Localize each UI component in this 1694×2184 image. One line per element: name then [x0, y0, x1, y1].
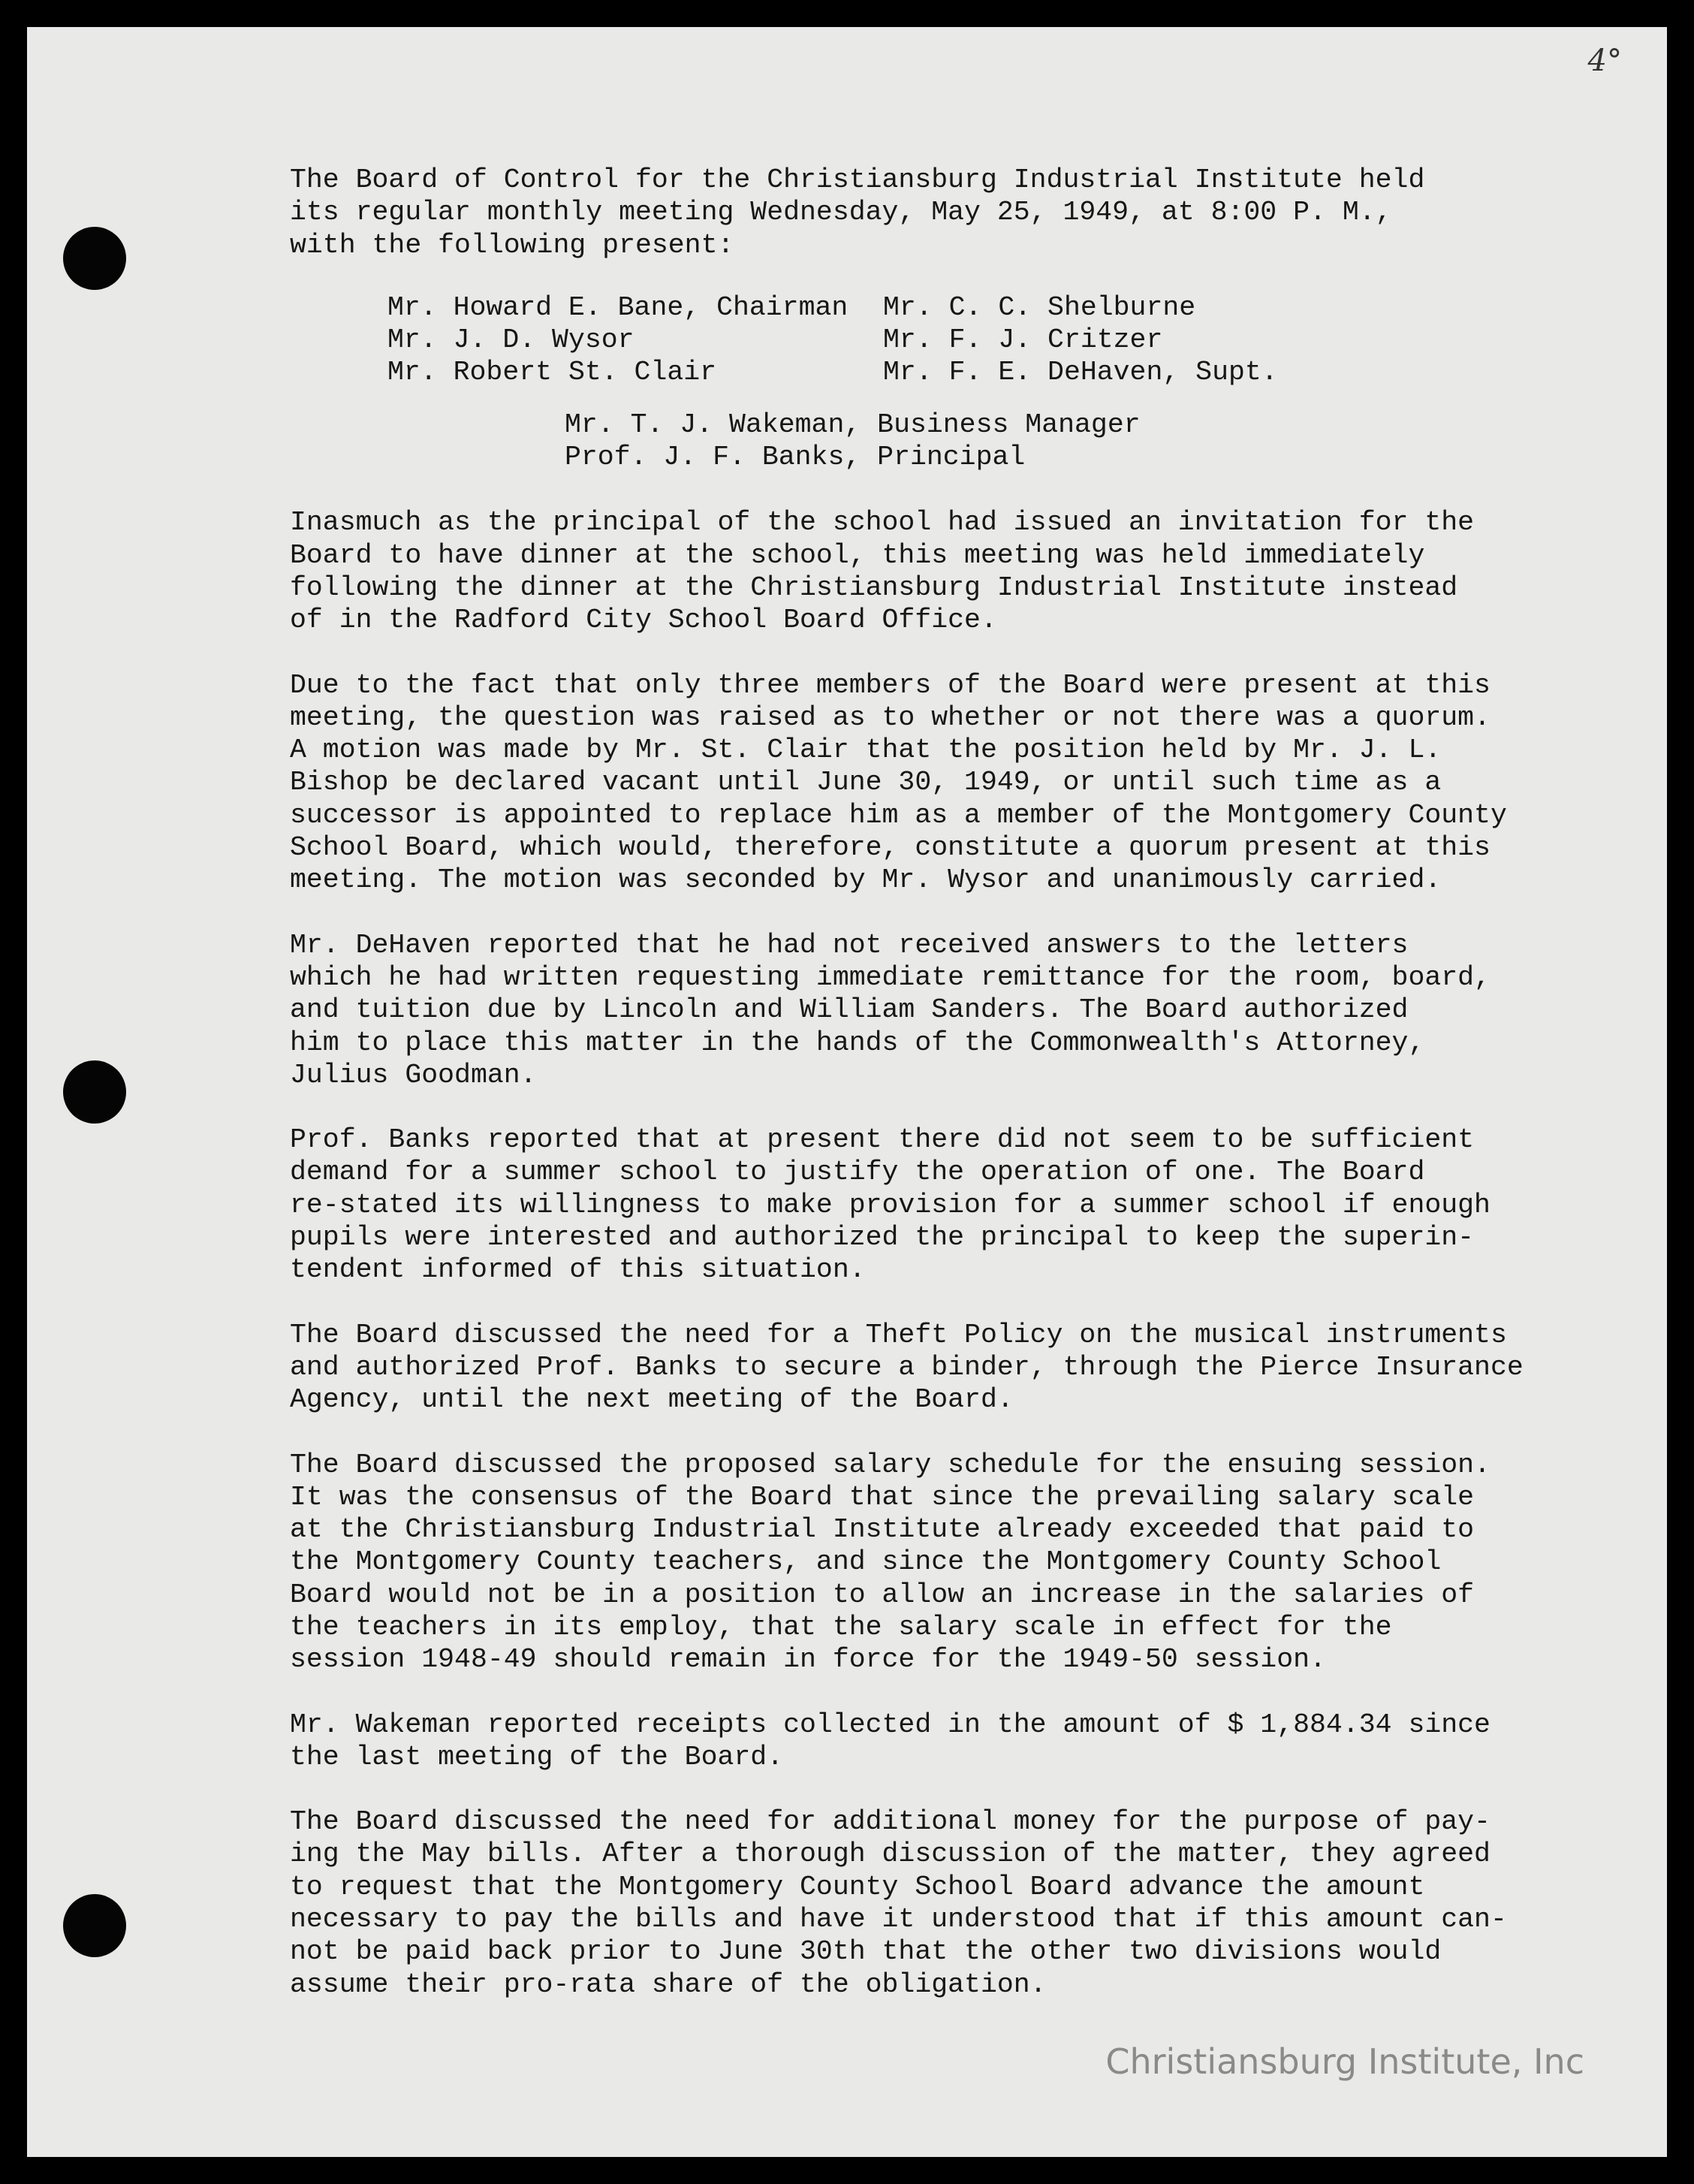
document-page — [27, 27, 1667, 2157]
punch-hole-bottom — [63, 1894, 126, 1957]
staff-member: Prof. J. F. Banks, Principal — [565, 442, 1026, 473]
paragraph-receipts: Mr. Wakeman reported receipts collected in the amount of $ 1,884.34 since the last meeting of the Board. — [290, 1709, 1491, 1772]
page-number: 4° — [1587, 44, 1622, 78]
paragraph-theft-policy: The Board discussed the need for a Theft Policy on the musical instruments and authorized Prof. Banks to secure a binder, through the Pierce Insurance Agency, until the next meeting of the Board. — [290, 1319, 1524, 1416]
attendee: Mr. F. E. DeHaven, Supt. — [883, 357, 1278, 388]
intro-paragraph: The Board of Control for the Christiansburg Industrial Institute held its regular monthly meeting Wednesday, May 25, 1949, at 8:00 P. M., with the following present: — [290, 164, 1425, 261]
paragraph-salary-schedule: The Board discussed the proposed salary schedule for the ensuing session. It was the consensus of the Board that since the prevailing salary scale at the Christiansburg Industrial Institute already exceeded that paid to the Montgomery County teachers, and since the Montgomery County School Board would not be in a position to allow an increase in the salaries of the teachers in its employ, that the salary scale in effect for the session 1948-49 should remain in force for the 1949-50 session. — [290, 1449, 1491, 1676]
punch-hole-middle — [63, 1060, 126, 1124]
staff-list — [565, 409, 1536, 474]
punch-hole-top — [63, 227, 126, 290]
attendee: Mr. C. C. Shelburne — [883, 291, 1196, 323]
attendee: Mr. Howard E. Bane, Chairman — [387, 291, 849, 323]
attendee: Mr. F. J. Critzer — [883, 324, 1163, 356]
paragraph-summer-school: Prof. Banks reported that at present there did not seem to be sufficient demand for a summer school to justify the operation of one. The Board re-stated its willingness to make provision for a summer school if enough pupils were interested and authorized the principal to keep the superin- tendent informed of this situation. — [290, 1124, 1491, 1286]
paragraph-may-bills: The Board discussed the need for additional money for the purpose of pay- ing the May bills. After a thorough discussion of the matter, they agreed to request that the Montgomery County School Board advance the amount necessary to pay the bills and have it understood that if this amount can- not be paid back prior to June 30th that the other two divisions would assume their pro-rata share of the obligation. — [290, 1806, 1507, 2000]
paragraph-quorum-motion: Due to the fact that only three members of the Board were present at this meeting, the question was raised as to whether or not there was a quorum. A motion was made by Mr. St. Clair that the position held by Mr. J. L. Bishop be declared vacant until June 30, 1949, or until such time as a successor is appointed to replace him as a member of the Montgomery County School Board, which would, therefore, constitute a quorum present at this meeting. The motion was seconded by Mr. Wysor and unanimously carried. — [290, 669, 1507, 896]
meeting-minutes — [290, 164, 1536, 2033]
watermark: Christiansburg Institute, Inc — [1105, 2041, 1584, 2082]
attendee: Mr. J. D. Wysor — [387, 324, 634, 356]
staff-member: Mr. T. J. Wakeman, Business Manager — [565, 409, 1141, 440]
paragraph-dinner-meeting: Inasmuch as the principal of the school had issued an invitation for the Board to have dinner at the school, this meeting was held immediately following the dinner at the Christiansburg Industrial Institute instead of in the Radford City School Board Office. — [290, 507, 1475, 636]
attendees-list — [387, 291, 1536, 389]
attendee: Mr. Robert St. Clair — [387, 357, 717, 388]
paragraph-sanders-tuition: Mr. DeHaven reported that he had not received answers to the letters which he had written requesting immediate remittance for the room, board, and tuition due by Lincoln and William Sanders. The Board authorized him to place this matter in the hands of the Commonwealth's Attorney, Julius Goodman. — [290, 929, 1491, 1090]
